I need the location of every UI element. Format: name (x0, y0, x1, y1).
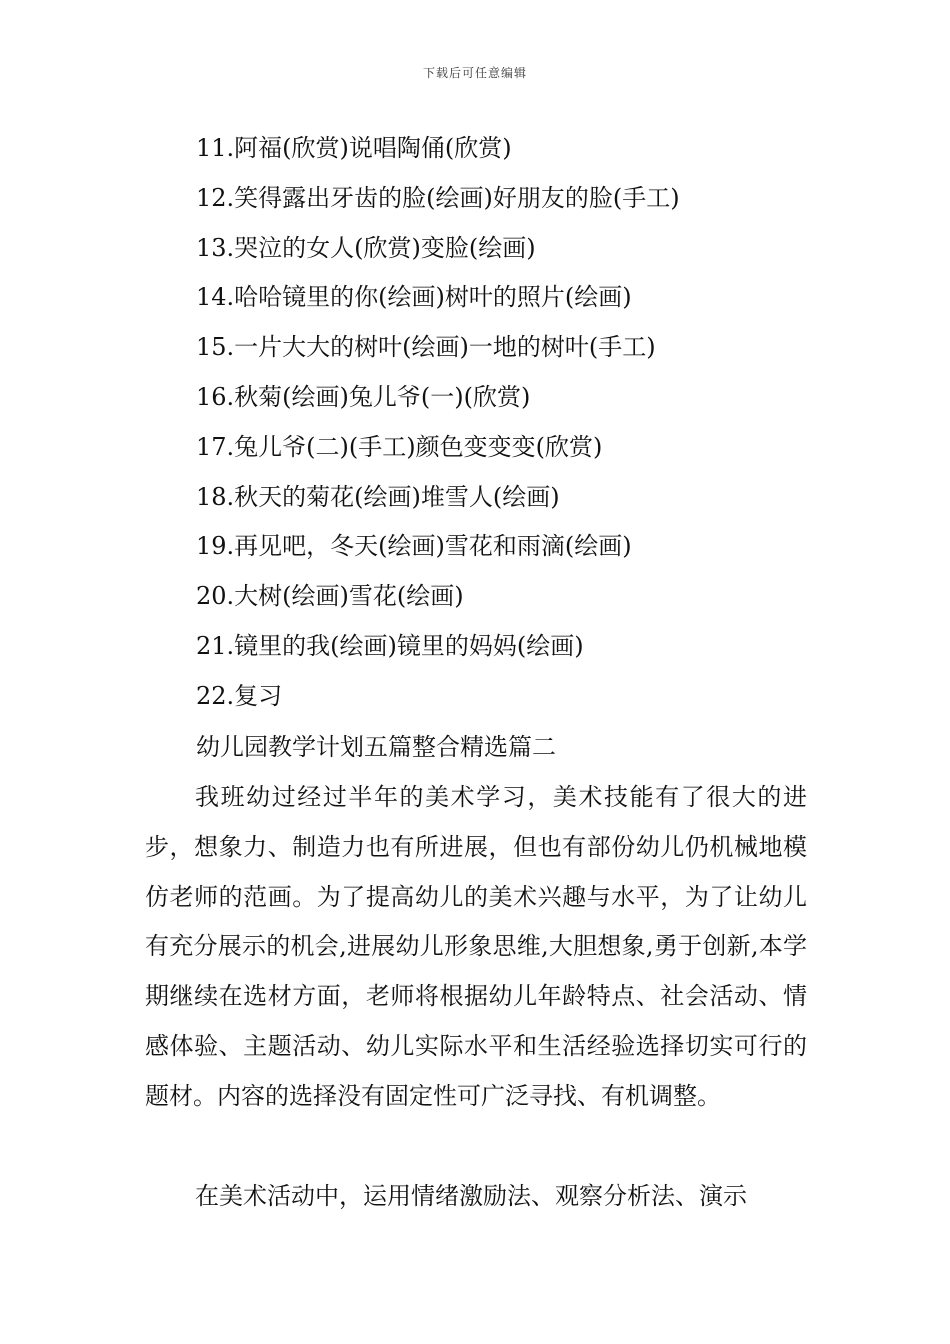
download-note: 下载后可任意编辑 (422, 66, 527, 80)
lesson-list (196, 128, 680, 726)
list-item: 21.镜里的我(绘画)镜里的妈妈(绘画) (196, 631, 584, 660)
list-item: 12.笑得露出牙齿的脸(绘画)好朋友的脸(手工) (196, 183, 680, 212)
list-item: 20.大树(绘画)雪花(绘画) (196, 582, 464, 611)
list-item: 17.兔儿爷(二)(手工)颜色变变变(欣赏) (196, 432, 603, 461)
list-item: 14.哈哈镜里的你(绘画)树叶的照片(绘画) (196, 283, 632, 312)
section-heading: 幼儿园教学计划五篇整合精选篇二 (196, 733, 556, 761)
list-item: 22.复习 (196, 681, 283, 710)
list-item: 18.秋天的菊花(绘画)堆雪人(绘画) (196, 482, 560, 511)
body-paragraph: 我班幼过经过半年的美术学习，美术技能有了很大的进步，想象力、制造力也有所进展，但也有部份幼儿仍机械地模仿老师的范画。为了提高幼儿的美术兴趣与水平，为了让幼儿有充分展示的机会,进展幼儿形象思维,大胆想象,勇于创新,本学期继续在选材方面，老师将根据幼儿年龄特点、社会活动、情感体验、主题活动、幼儿实际水平和生活经验选择切实可行的题材。内容的选择没有固定性可广泛寻找、有机调整。 (145, 783, 807, 1110)
list-item: 13.哭泣的女人(欣赏)变脸(绘画) (196, 233, 536, 262)
list-item: 11.阿福(欣赏)说唱陶俑(欣赏) (196, 134, 512, 162)
list-item: 16.秋菊(绘画)兔儿爷(一)(欣赏) (196, 382, 531, 411)
body-paragraph: 在美术活动中，运用情绪激励法、观察分析法、演示 (195, 1182, 747, 1210)
list-item: 19.再见吧，冬天(绘画)雪花和雨滴(绘画) (196, 532, 632, 561)
list-item: 15.一片大大的树叶(绘画)一地的树叶(手工) (196, 333, 656, 362)
